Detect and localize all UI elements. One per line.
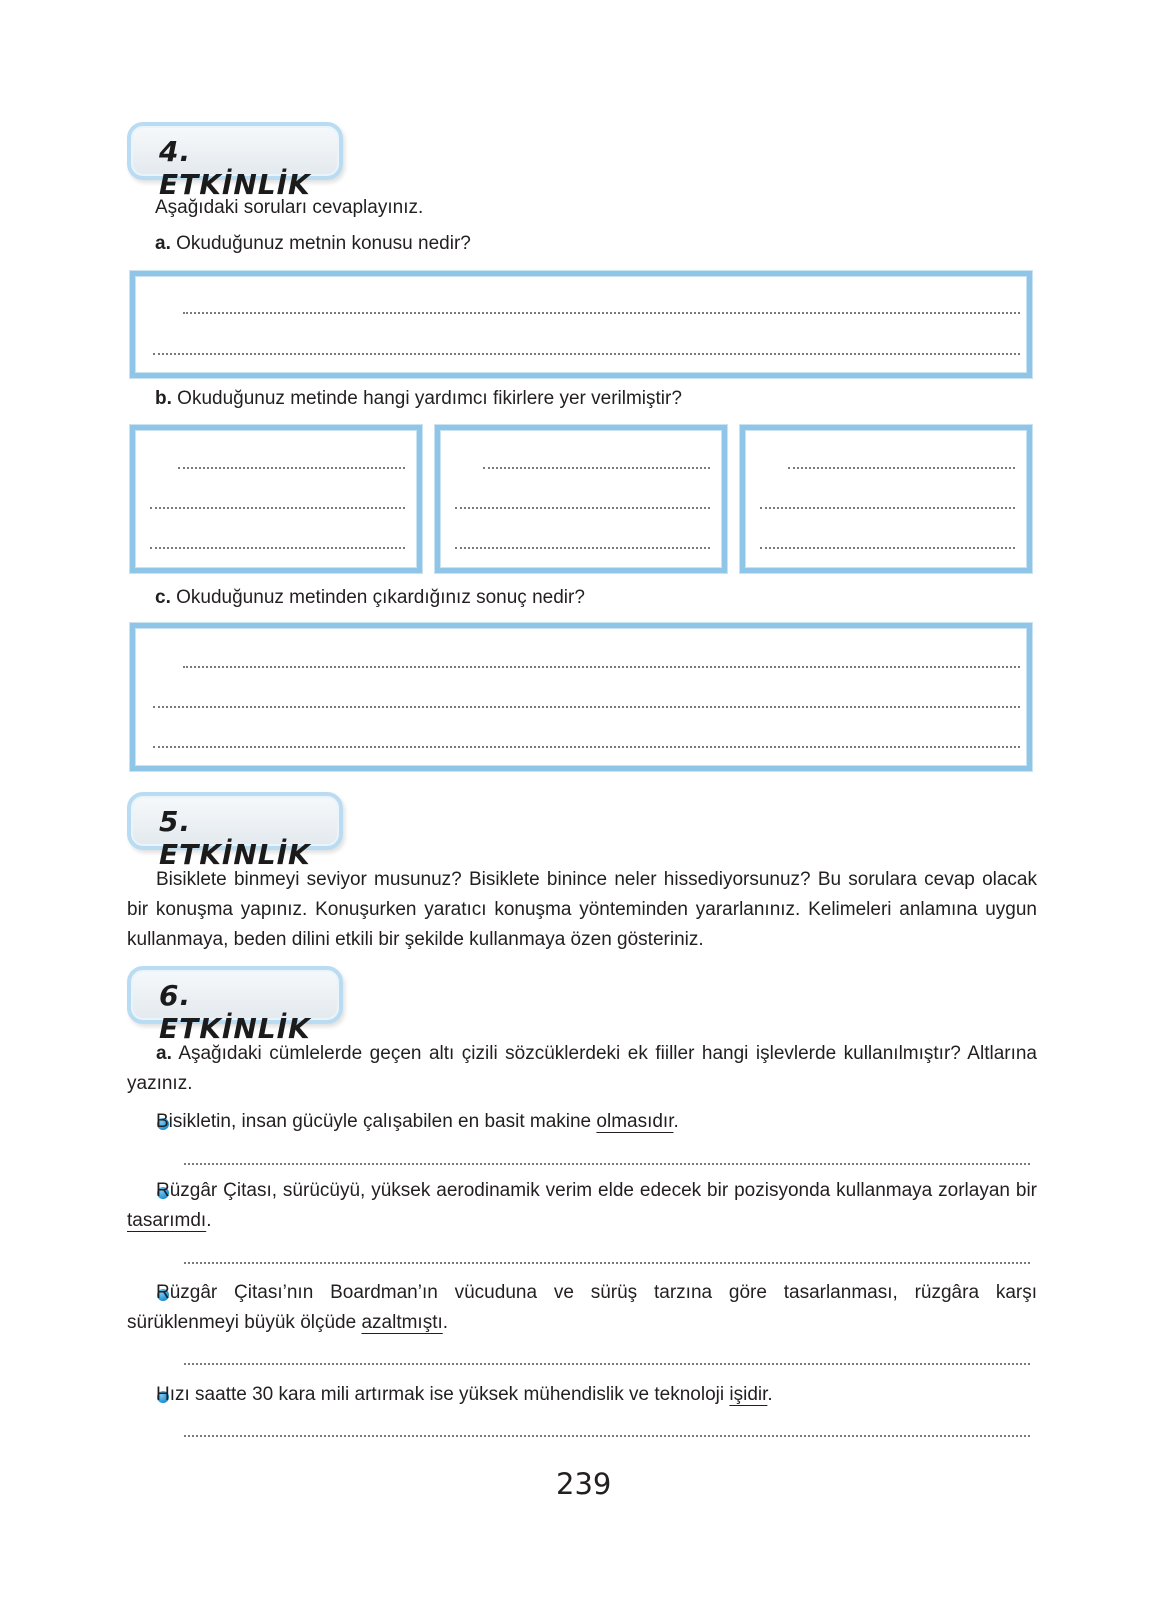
page-number: 239 — [556, 1467, 612, 1501]
answer-line-3[interactable] — [184, 1363, 1030, 1365]
question-a-label: a. — [156, 1043, 172, 1064]
question-c-label: c. — [155, 587, 171, 608]
question-a-text: Okuduğunuz metnin konusu nedir? — [176, 233, 471, 254]
answer-line[interactable] — [150, 547, 405, 549]
answer-line[interactable] — [153, 706, 1020, 708]
underlined-word: olmasıdır — [596, 1111, 674, 1132]
answer-line[interactable] — [150, 507, 405, 509]
answer-line-1[interactable] — [184, 1163, 1030, 1165]
activity-5-title: 5. ETKİNLİK — [159, 805, 311, 871]
answer-box-a[interactable] — [130, 271, 1032, 378]
sentence-1: Bisikletin, insan gücüyle çalışabilen en basit makine olmasıdır. — [156, 1111, 679, 1132]
question-b-text: Okuduğunuz metinde hangi yardımcı fikirlere yer verilmiştir? — [177, 388, 682, 409]
question-b-label: b. — [155, 388, 172, 409]
answer-line[interactable] — [455, 547, 710, 549]
answer-line[interactable] — [178, 467, 405, 469]
activity-4-question-b — [155, 384, 682, 414]
answer-line-2[interactable] — [184, 1262, 1030, 1264]
answer-line[interactable] — [788, 467, 1015, 469]
activity-5-paragraph — [127, 865, 1037, 955]
answer-box-c[interactable] — [130, 623, 1032, 771]
activity-5-text: Bisiklete binmeyi seviyor musunuz? Bisiklete binince neler hissediyorsunuz? Bu sorulara cevap olacak bir konuşma yapınız. Konuşurken yaratıcı konuşma yönteminden yararlanınız. Kelimeleri anlamına uygun kullanmaya, beden dilini etkili bir şekilde kullanmaya özen gösteriniz. — [127, 869, 1037, 950]
activity-4-intro: Aşağıdaki soruları cevaplayınız. — [155, 197, 424, 218]
answer-line[interactable] — [483, 467, 710, 469]
sentence-text: Rüzgâr Çitası’nın Boardman’ın vücuduna ve sürüş tarzına göre tasarlanması, rüzgâra karşı sürüklenmeyi büyük ölçüde — [127, 1282, 1037, 1333]
activity-6-question-a — [127, 1039, 1037, 1099]
answer-line[interactable] — [153, 746, 1020, 748]
answer-line[interactable] — [183, 666, 1020, 668]
activity-4-title: 4. ETKİNLİK — [159, 135, 311, 201]
answer-box-b2[interactable] — [435, 425, 727, 573]
activity-4-badge — [127, 122, 343, 201]
question-c-text: Okuduğunuz metinden çıkardığınız sonuç nedir? — [176, 587, 585, 608]
answer-line[interactable] — [760, 507, 1015, 509]
sentence-text: Bisikletin, insan gücüyle çalışabilen en basit makine — [156, 1111, 597, 1132]
sentence-4: Hızı saatte 30 kara mili artırmak ise yüksek mühendislik ve teknoloji işidir. — [156, 1384, 773, 1405]
answer-box-b1[interactable] — [130, 425, 422, 573]
answer-line[interactable] — [455, 507, 710, 509]
sentence-text: Hızı saatte 30 kara mili artırmak ise yüksek mühendislik ve teknoloji — [156, 1384, 730, 1405]
activity-4-question-c — [155, 583, 585, 613]
answer-line-4[interactable] — [184, 1435, 1030, 1437]
answer-line[interactable] — [153, 353, 1020, 355]
answer-line[interactable] — [760, 547, 1015, 549]
question-a-text: Aşağıdaki cümlelerde geçen altı çizili sözcüklerdeki ek fiiller hangi işlevlerde kullanılmıştır? Altlarına yazınız. — [127, 1043, 1037, 1094]
answer-line[interactable] — [183, 312, 1020, 314]
activity-6-title: 6. ETKİNLİK — [159, 979, 311, 1045]
sentence-2: Rüzgâr Çitası, sürücüyü, yüksek aerodinamik verim elde edecek bir pozisyonda kullanmaya zorlayan bir tasarımdı. — [127, 1180, 1037, 1231]
sentence-3: Rüzgâr Çitası’nın Boardman’ın vücuduna ve sürüş tarzına göre tasarlanması, rüzgâra karşı sürüklenmeyi büyük ölçüde azaltmıştı. — [127, 1282, 1037, 1333]
question-a-label: a. — [155, 233, 171, 254]
underlined-word: işidir — [729, 1384, 768, 1405]
underlined-word: azaltmıştı — [361, 1312, 443, 1333]
sentence-text: Rüzgâr Çitası, sürücüyü, yüksek aerodinamik verim elde edecek bir pozisyonda kullanmaya zorlayan bir — [156, 1180, 1037, 1201]
answer-box-b3[interactable] — [740, 425, 1032, 573]
underlined-word: tasarımdı — [127, 1210, 207, 1231]
activity-6-badge — [127, 966, 343, 1045]
activity-4-question-a — [155, 229, 471, 259]
activity-5-badge — [127, 792, 343, 871]
